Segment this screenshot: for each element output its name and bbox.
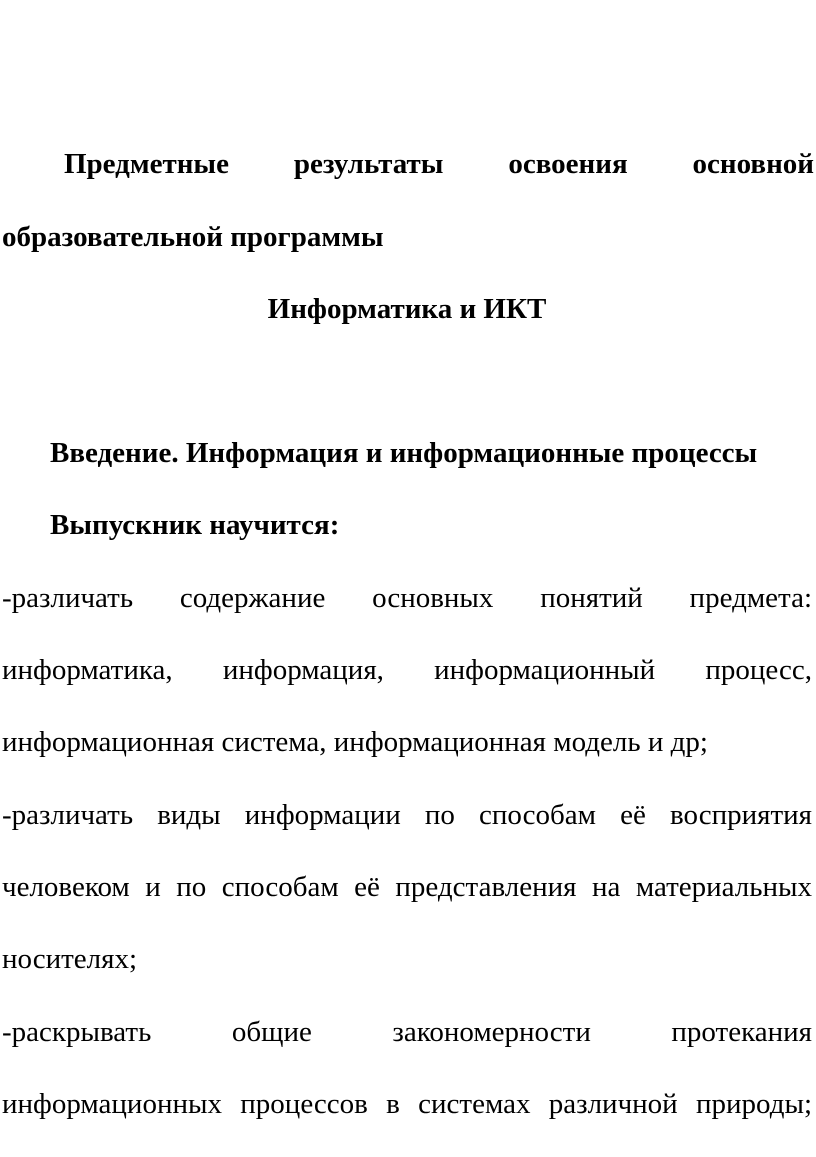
document-title-line-1: Предметные результаты освоения основной: [64, 148, 814, 180]
body-line: информационная система, информационная модель и др;: [2, 726, 708, 758]
learner-heading: Выпускник научится:: [50, 509, 340, 541]
document-title-line-2: образовательной программы: [2, 221, 384, 253]
body-line: носителях;: [2, 943, 138, 975]
body-line: -раскрывать общие закономерности протекания: [2, 1016, 812, 1048]
body-line: информационных процессов в системах различной природы;: [2, 1088, 812, 1120]
body-line: человеком и по способам её представления на материальных: [2, 871, 812, 903]
body-line: информатика, информация, информационный процесс,: [2, 654, 812, 686]
body-line: -различать виды информации по способам её восприятия: [2, 799, 812, 831]
section-heading: Введение. Информация и информационные процессы: [50, 437, 758, 469]
subject-heading: Информатика и ИКТ: [267, 293, 547, 325]
body-line: -различать содержание основных понятий предмета:: [2, 582, 812, 614]
